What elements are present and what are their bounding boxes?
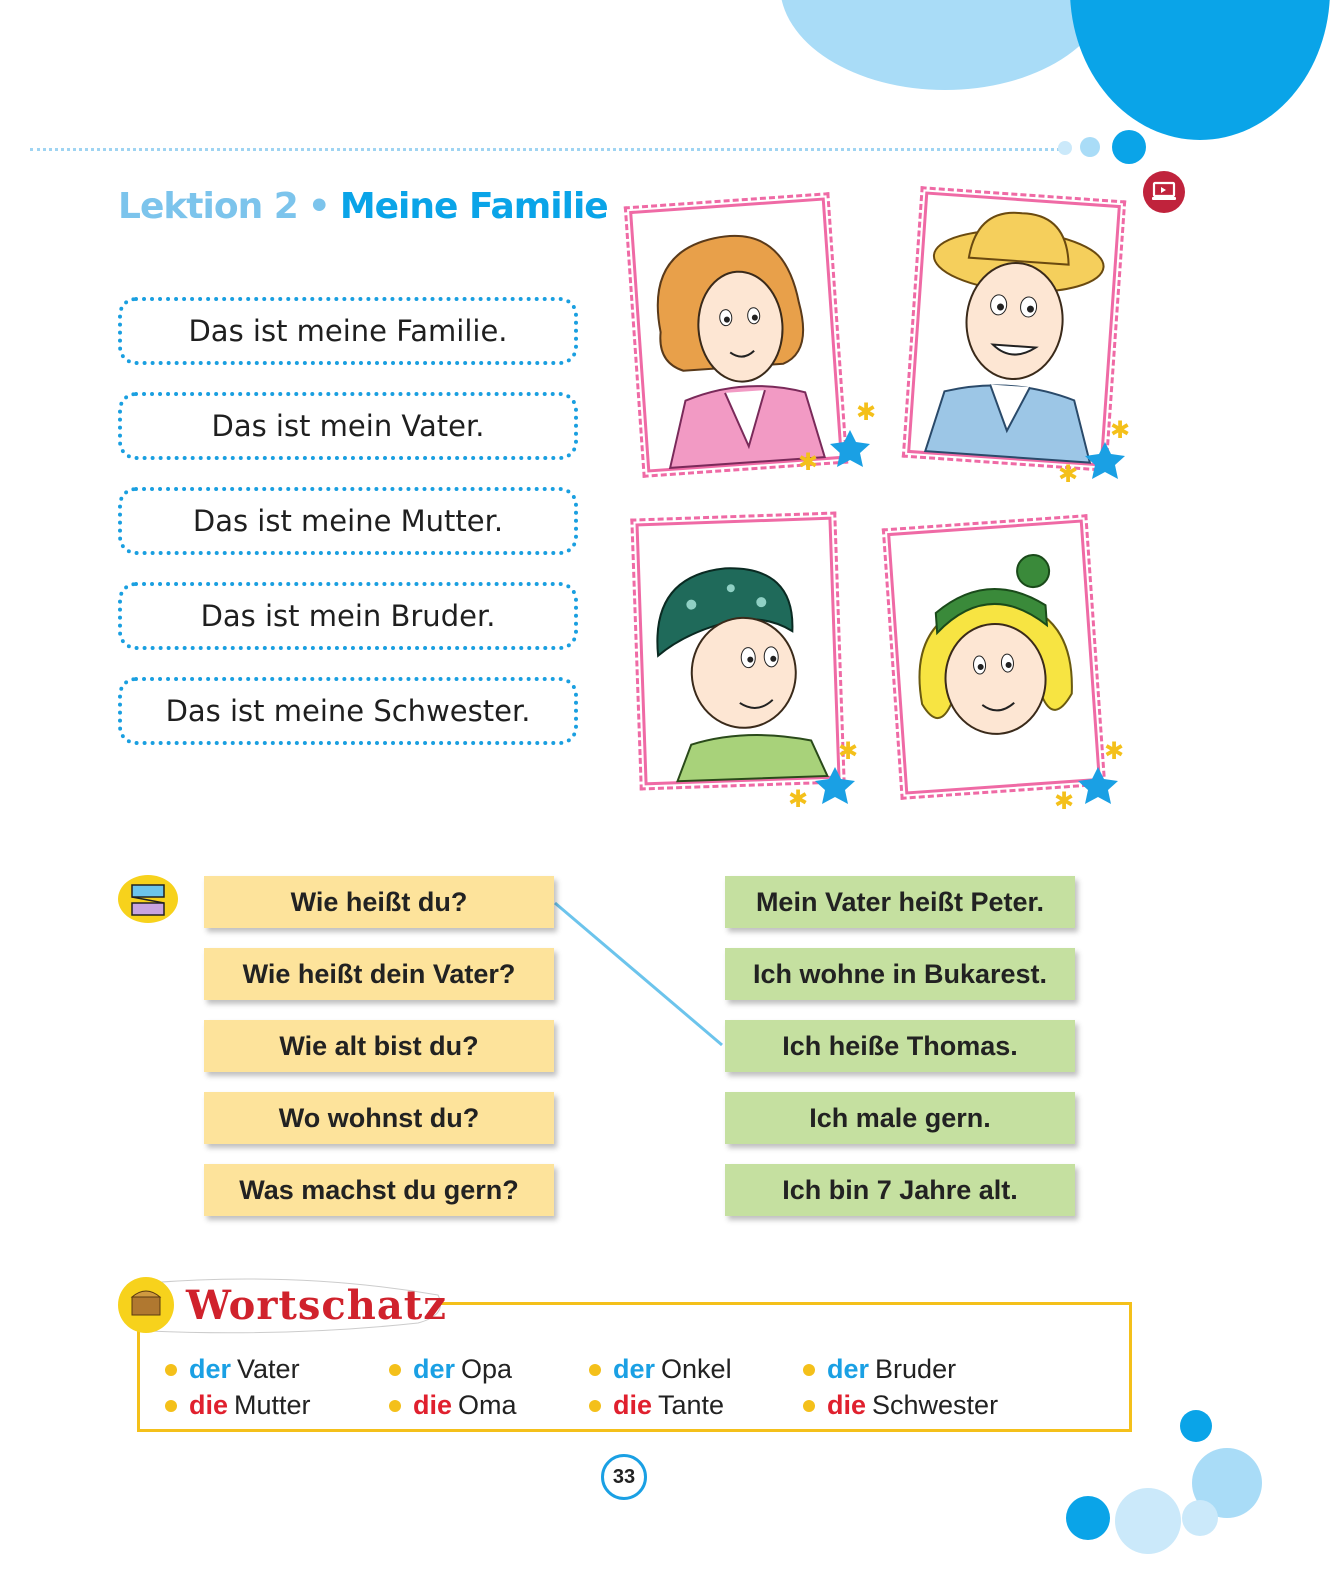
answer-card[interactable]: Mein Vater heißt Peter.	[725, 876, 1075, 928]
decor-dot	[1180, 1410, 1212, 1442]
article: die	[189, 1390, 229, 1420]
article: die	[413, 1390, 453, 1420]
question-card[interactable]: Wo wohnst du?	[204, 1092, 554, 1144]
vocab-item	[803, 1390, 998, 1421]
answer-card[interactable]: Ich male gern.	[725, 1092, 1075, 1144]
decor-dot	[1182, 1500, 1218, 1536]
phrase-box: Das ist mein Bruder.	[118, 582, 578, 650]
question-card[interactable]: Was machst du gern?	[204, 1164, 554, 1216]
bullet-icon	[165, 1400, 177, 1412]
bullet-icon	[389, 1364, 401, 1376]
title-separator: •	[307, 186, 330, 227]
article: der	[189, 1354, 232, 1384]
article: die	[613, 1390, 653, 1420]
question-card[interactable]: Wie heißt dein Vater?	[204, 948, 554, 1000]
bullet-icon	[589, 1364, 601, 1376]
noun: Onkel	[661, 1354, 732, 1384]
vocab-item	[589, 1354, 732, 1385]
answer-card[interactable]: Ich bin 7 Jahre alt.	[725, 1164, 1075, 1216]
svg-text:✱: ✱	[838, 737, 859, 765]
bullet-icon	[803, 1364, 815, 1376]
noun: Bruder	[875, 1354, 957, 1384]
decor-dot	[1066, 1496, 1110, 1540]
svg-text:✱: ✱	[1054, 787, 1075, 815]
answer-card[interactable]: Ich wohne in Bukarest.	[725, 948, 1075, 1000]
bullet-icon	[389, 1400, 401, 1412]
lesson-title: Meine Familie	[339, 186, 608, 227]
vocab-item	[165, 1390, 311, 1421]
bullet-icon	[589, 1400, 601, 1412]
page-number: 33	[601, 1454, 647, 1500]
svg-text:✱: ✱	[1058, 460, 1079, 488]
noun: Vater	[237, 1354, 300, 1384]
svg-text:✱: ✱	[856, 398, 877, 426]
noun: Tante	[658, 1390, 725, 1420]
vocab-item	[389, 1354, 512, 1385]
article: der	[827, 1354, 870, 1384]
vocab-item	[389, 1390, 517, 1421]
wortschatz-title: Wortschatz	[186, 1282, 447, 1329]
noun: Oma	[458, 1390, 517, 1420]
answer-card[interactable]: Ich heiße Thomas.	[725, 1020, 1075, 1072]
svg-text:✱: ✱	[1110, 416, 1131, 444]
vocab-item	[803, 1354, 956, 1385]
noun: Mutter	[234, 1390, 311, 1420]
noun: Schwester	[872, 1390, 999, 1420]
svg-text:✱: ✱	[1104, 737, 1125, 765]
question-card[interactable]: Wie alt bist du?	[204, 1020, 554, 1072]
article: die	[827, 1390, 867, 1420]
svg-text:✱: ✱	[788, 785, 809, 813]
article: der	[613, 1354, 656, 1384]
noun: Opa	[461, 1354, 513, 1384]
vocab-item	[165, 1354, 300, 1385]
phrase-box: Das ist meine Mutter.	[118, 487, 578, 555]
vocab-item	[589, 1390, 724, 1421]
bullet-icon	[165, 1364, 177, 1376]
phrase-box: Das ist meine Familie.	[118, 297, 578, 365]
question-card[interactable]: Wie heißt du?	[204, 876, 554, 928]
bullet-icon	[803, 1400, 815, 1412]
svg-text:✱: ✱	[798, 448, 819, 476]
phrase-box: Das ist meine Schwester.	[118, 677, 578, 745]
article: der	[413, 1354, 456, 1384]
decor-dot	[1115, 1488, 1181, 1554]
phrase-box: Das ist mein Vater.	[118, 392, 578, 460]
lesson-label: Lektion 2	[118, 186, 298, 227]
